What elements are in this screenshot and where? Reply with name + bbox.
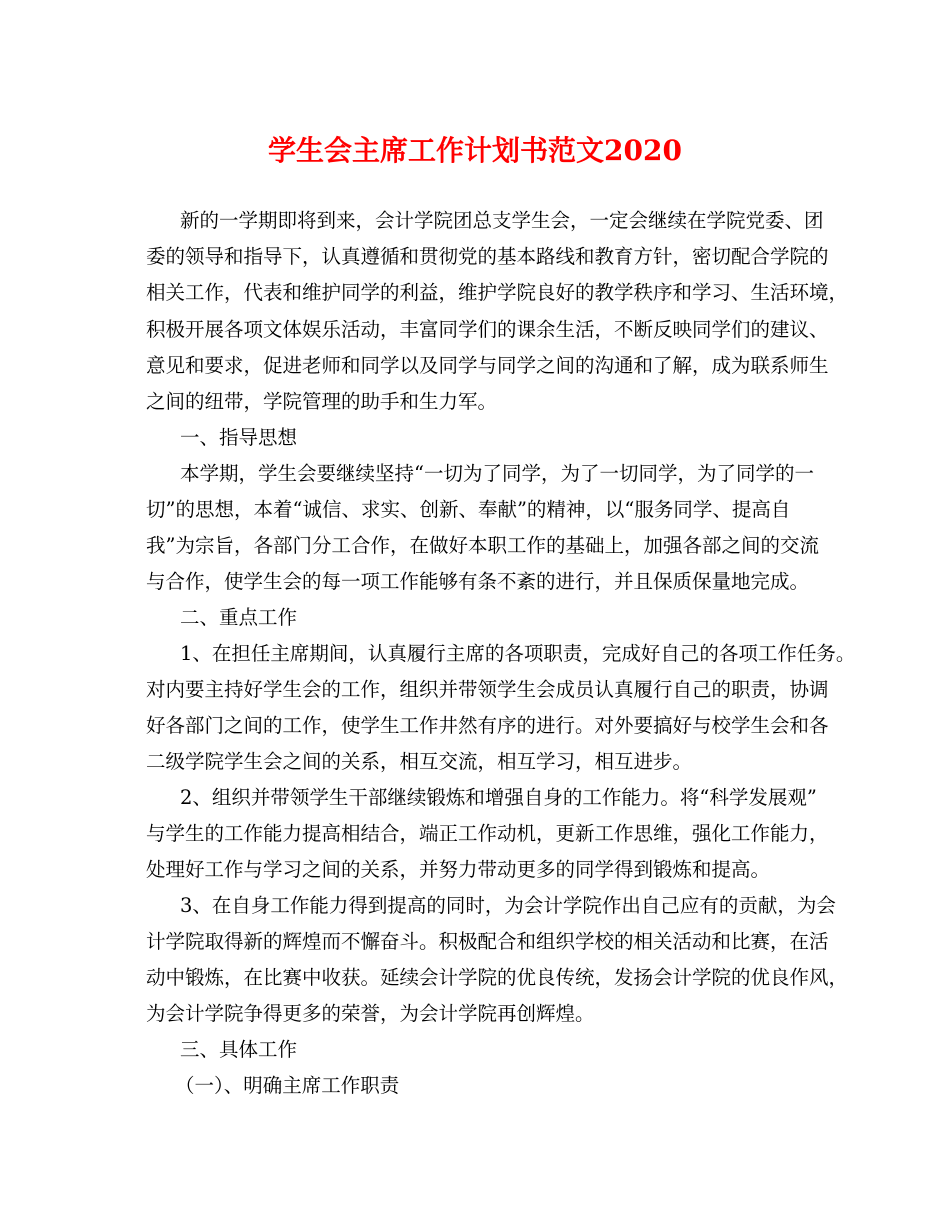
paragraph-line: 计学院取得新的辉煌而不懈奋斗。积极配合和组织学校的相关活动和比赛，在活 <box>146 930 829 953</box>
paragraph-line: 1、在担任主席期间，认真履行主席的各项职责，完成好自己的各项工作任务。 <box>180 642 856 665</box>
paragraph-line: 为会计学院争得更多的荣誉，为会计学院再创辉煌。 <box>146 1002 595 1025</box>
paragraph-line: 本学期，学生会要继续坚持“一切为了同学，为了一切同学，为了同学的一 <box>180 462 814 485</box>
paragraph-line: 与学生的工作能力提高相结合，端正工作动机，更新工作思维，强化工作能力， <box>146 822 829 845</box>
paragraph-line: 好各部门之间的工作，使学生工作井然有序的进行。对外要搞好与校学生会和各 <box>146 714 829 737</box>
paragraph-line: 意见和要求，促进老师和同学以及同学与同学之间的沟通和了解，成为联系师生 <box>146 354 829 377</box>
section-heading: 二、重点工作 <box>180 606 298 629</box>
paragraph-line: 我”为宗旨，各部门分工合作，在做好本职工作的基础上，加强各部之间的交流 <box>146 534 819 557</box>
paragraph-line: 新的一学期即将到来，会计学院团总支学生会，一定会继续在学院党委、团 <box>180 209 824 232</box>
section-heading: 三、具体工作 <box>180 1038 298 1061</box>
paragraph-line: 委的领导和指导下，认真遵循和贯彻党的基本路线和教育方针，密切配合学院的 <box>146 245 829 268</box>
paragraph-line: 二级学院学生会之间的关系，相互交流，相互学习，相互进步。 <box>146 750 693 773</box>
paragraph-line: 积极开展各项文体娱乐活动，丰富同学们的课余生活，不断反映同学们的建议、 <box>146 318 829 341</box>
paragraph-line: 3、在自身工作能力得到提高的同时，为会计学院作出自己应有的贡献，为会 <box>180 894 836 917</box>
section-heading: 一、指导思想 <box>180 426 298 449</box>
paragraph-line: 对内要主持好学生会的工作，组织并带领学生会成员认真履行自己的职责，协调 <box>146 678 829 701</box>
document-title: 学生会主席工作计划书范文2020 <box>268 134 682 167</box>
paragraph-line: 与合作，使学生会的每一项工作能够有条不紊的进行，并且保质保量地完成。 <box>146 570 810 593</box>
subsection-heading: （一）、明确主席工作职责 <box>175 1074 400 1097</box>
paragraph-line: 处理好工作与学习之间的关系，并努力带动更多的同学得到锻炼和提高。 <box>146 858 771 881</box>
paragraph-line: 切”的思想，本着“诚信、求实、创新、奉献”的精神，以“服务同学、提高自 <box>146 498 791 521</box>
paragraph-line: 2、组织并带领学生干部继续锻炼和增强自身的工作能力。将“科学发展观” <box>180 786 817 809</box>
paragraph-line: 动中锻炼，在比赛中收获。延续会计学院的优良传统，发扬会计学院的优良作风， <box>146 966 849 989</box>
paragraph-line: 之间的纽带，学院管理的助手和生力军。 <box>146 390 498 413</box>
paragraph-line: 相关工作，代表和维护同学的利益，维护学院良好的教学秩序和学习、生活环境， <box>146 281 849 304</box>
